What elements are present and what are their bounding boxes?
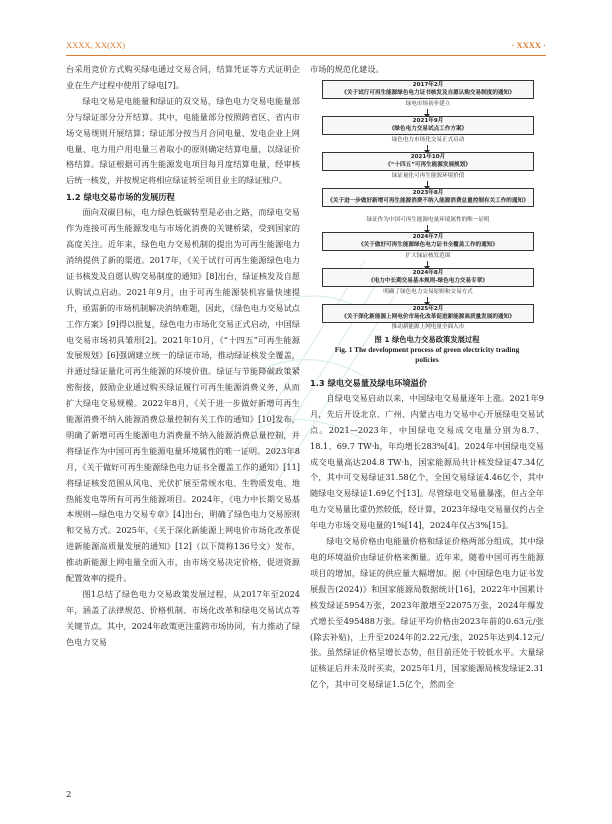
flow-box	[322, 268, 534, 287]
journal-name: · XXXX ·	[511, 40, 546, 50]
paragraph: 市场的规范化建设。	[310, 64, 384, 74]
flow-arrow	[427, 109, 428, 115]
flow-arrow	[427, 181, 428, 187]
paragraph: 自绿电交易启动以来，中国绿电交易量逐年上涨。2021年9月，先后开设北京、广州、内蒙古电力交易中心开展绿电交易试点。2021—2023年，中国绿电交易成交电量分别为8.7、18.1、69.7 TW·h，年均增长283%[4]。2024年中国绿电交易成交电量高达204.8 TW·h，国家能源局共计核发绿证47.34亿个，其中可交易绿证31.58亿个，全国交易绿证4.46亿个，其中随绿电交易绿证1.69亿个[13]。尽管绿电交易量暴涨，但占全年电力交易量比重仍然较低，经计算，2023年绿电交易量仅约占全年电力市场交易电量的1%[14]，2024年仅占3%[15]。	[310, 392, 544, 531]
flow-box	[322, 116, 534, 135]
flow-year: 2017年2月	[412, 81, 444, 88]
section-heading-1-3: 1.3 绿电交易量及绿电环境溢价	[310, 377, 428, 388]
flow-box	[322, 188, 534, 207]
flow-year: 2025年2月	[412, 305, 444, 312]
journal-citation: XXXX, XX(XX)	[66, 40, 126, 50]
flow-title: 《绿色电力交易试点工作方案》	[388, 126, 468, 133]
flow-title: 《“十四五”可再生能源发展规划》	[385, 162, 471, 169]
flow-year: 2024年8月	[412, 269, 444, 276]
flow-year: 2021年10月	[410, 153, 446, 160]
flow-arrow	[427, 261, 428, 267]
flow-year: 2023年8月	[412, 189, 444, 196]
paragraph: 台采用竞价方式购买绿电通过交易合同，结算凭证等方式证明企业在生产过程中使用了绿电[7]。	[66, 64, 300, 90]
figure-caption-en: Fig. 1 The development process of green electricity trading policies	[334, 344, 520, 364]
flow-year: 2021年9月	[412, 117, 444, 124]
flow-title: 《关于试行可再生能源绿色电力证书核发及自愿认购交易制度的通知》	[341, 90, 515, 97]
header-rule	[66, 55, 546, 56]
right-column	[310, 62, 544, 693]
paragraph: 面向双碳目标，电力绿色低碳转型是必由之路，而绿电交易作为连接可再生能源发电与市场化消费的关键桥梁，受到国家的高度关注。近年来，绿色电力交易机制的提出为可再生能源电力消纳提供了新的渠道。2017年，《关于试行可再生能源绿色电力证书核发及自愿认购交易制度的通知》[8]出台，绿证核发及自愿认购试点启动。2021年9月，由于可再生能源装机容量快速提升，亟需新的市场机制解决消纳难题，因此，《绿色电力交易试点工作方案》[9]得以批复，绿色电力市场化交易正式启动，中国绿电交易市场初具雏形[2]。2021年10月，《“十四五”可再生能源发展规划》[6]强调建立统一的绿证市场，推动绿证核发全覆盖，并通过绿证量化可再生能源的环境价值。绿证与节能降碳政策紧密衔接，鼓励企业通过购买绿证履行可再生能源消费义务，从而扩大绿电交易规模。2022年8月，《关于进一步做好新增可再生能源消费不纳入能源消费总量控制有关工作的通知》[10]发布，明确了新增可再生能源电力消费量不纳入能源消费总量控制，并将绿证作为中国可再生能源电量环境属性的唯一证明。2023年8月，《关于做好可再生能源绿色电力证书全覆盖工作的通知》[11]将绿证核发范围从风电、光伏扩展至常规水电、生物质发电、地热能发电等所有可再生能源项目。2024年，《电力中长期交易基本规则—绿色电力交易专章》[4]出台，明确了绿色电力交易原则和交易方式。2025年，《关于深化新能源上网电价市场化改革促进新能源高质量发展的通知》[12]（以下简称136号文）发布，推动新能源上网电量全面入市，由市场交易决定价格，促进资源配置效率的提升。	[66, 207, 300, 584]
flow-note: 绿证量化可再生能源环境价值	[391, 172, 465, 179]
flow-note: 绿色电力市场化交易正式启动	[391, 136, 465, 143]
flow-arrow	[427, 225, 428, 231]
section-heading-1-2: 1.2 绿电交易市场的发展历程	[66, 192, 175, 203]
flow-box	[322, 304, 534, 323]
paragraph: 图1总结了绿色电力交易政策发展过程，从2017年至2024年，涵盖了法律规范、价格机制、市场化改革和绿电交易试点等关键节点。其中，2024年政策更注重跨市场协同，有力推动了绿色电力交易	[66, 589, 300, 647]
flow-title: 《关于进一步做好新增可再生能源消费不纳入能源消费总量控制有关工作的通知》	[327, 198, 529, 205]
flow-title: 《关于深化新能源上网电价市场化改革促进新能源高质量发展的通知》	[341, 314, 515, 321]
flow-note: 绿证作为中国可再生能源电量环境属性的唯一证明	[366, 216, 490, 223]
flow-box	[322, 152, 534, 171]
paragraph: 绿电交易是电能量和绿证的双交易，绿色电力交易电能量部分与绿证部分分开结算。其中，电能量部分按照跨省区、省内市场交易规则开展结算；绿证部分按当月合同电量、发电企业上网电量、电力用户用电量三者取小的原则确定结算电量，以绿证价格结算。绿证根据可再生能源发电项目每月度结算电量，经审核后统一核发，并按规定将相应绿证转至项目业主的绿证账户。	[66, 95, 300, 186]
left-column	[66, 62, 300, 651]
page-number: 2	[66, 790, 72, 800]
flow-title: 《电力中长期交易基本规则-绿色电力交易专章》	[368, 278, 488, 285]
paragraph: 绿电交易价格由电能量价格和绿证价格两部分组成，其中绿电的环境溢价由绿证价格来衡量。近年来，随着中国可再生能源项目的增加，绿证的供应量大幅增加。据《中国绿色电力证书发展报告(2024)》和国家能源局数据统计[16]，2022年中国累计核发绿证5954万张，2023年激增至22075万张，2024年爆发式增长至495488万张。绿证平均价格由2023年前的0.63元/张(除去补贴)，上升至2024年的2.22元/张，2025年达到4.12元/张。虽然绿证价格呈增长态势，但目前还处于较低水平。大量绿证核证后并未及时买卖，2025年1月，国家能源局核发绿证2.31亿个，其中可交易绿证1.5亿个，然而全	[310, 536, 544, 690]
figure-caption-zh: 图 1 绿色电力交易政策发展过程	[374, 334, 480, 344]
flow-box	[322, 80, 534, 99]
flow-year: 2024年7月	[412, 233, 444, 240]
flow-box	[322, 232, 534, 251]
policy-flowchart	[310, 80, 544, 332]
flow-title: 《关于做好可再生能源绿色电力证书全覆盖工作的通知》	[358, 242, 498, 249]
flow-note: 推动新能源上网电量全面入市	[391, 323, 465, 330]
flow-note: 绿电市场初步建立	[405, 100, 451, 107]
flow-arrow	[427, 297, 428, 303]
flow-note: 扩大绿证核发范围	[405, 252, 451, 259]
flow-arrow	[427, 145, 428, 151]
flow-note: 明确了绿色电力交易原则和交易方式	[383, 288, 473, 295]
running-header	[66, 40, 546, 54]
